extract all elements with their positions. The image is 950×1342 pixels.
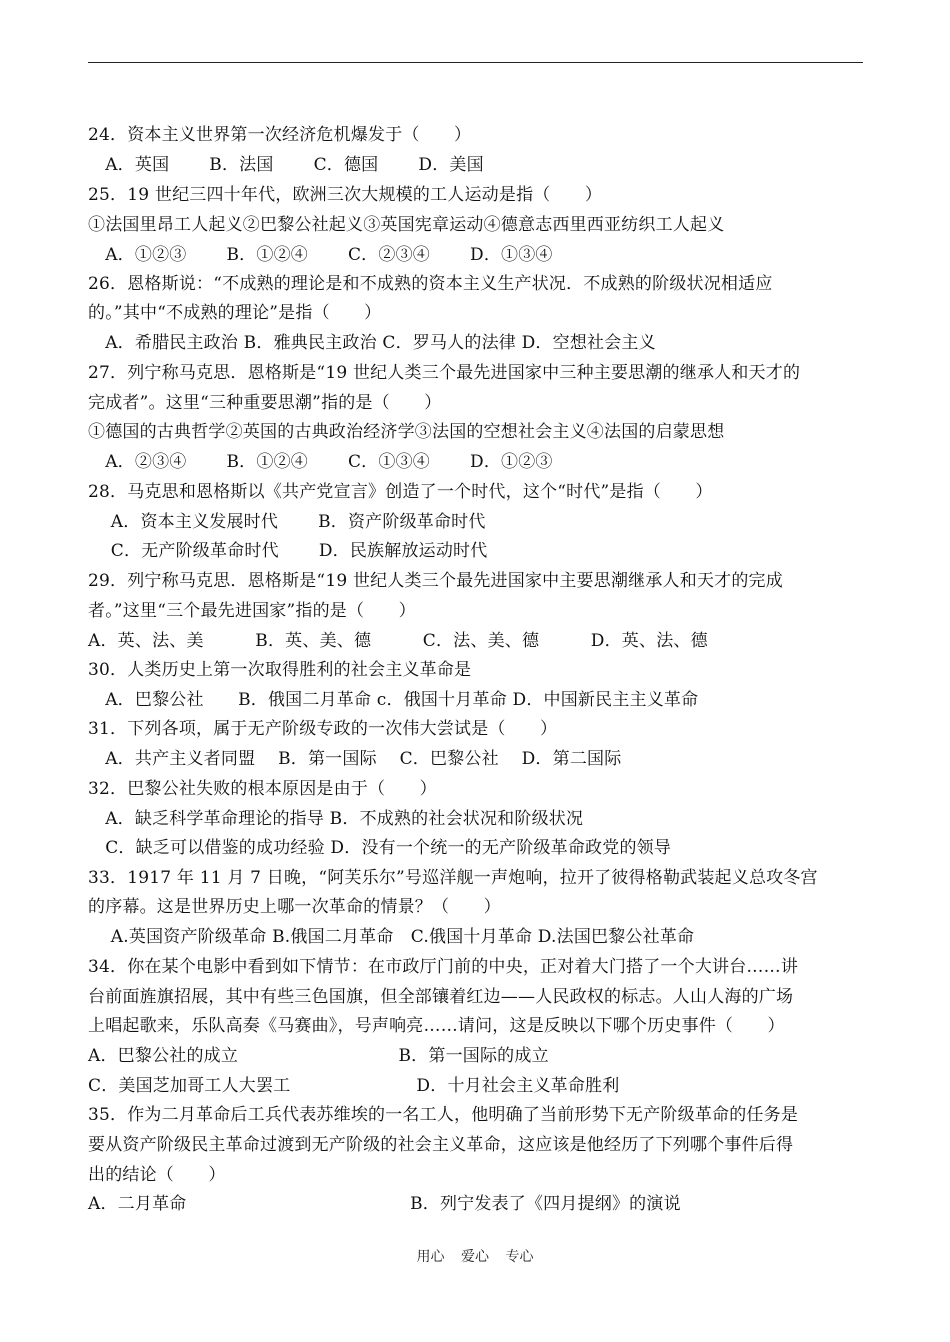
footer-text-left: 用心 (416, 1249, 445, 1265)
question-25-stem: 25．19 世纪三四十年代，欧洲三次大规模的工人运动是指（ ） (88, 185, 603, 205)
question-34-options-2: C．美国芝加哥工人大罢工 D．十月社会主义革命胜利 (88, 1076, 620, 1096)
question-34-options-1: A．巴黎公社的成立 B．第一国际的成立 (88, 1046, 549, 1066)
question-32-options-2: C．缺乏可以借鉴的成功经验 D．没有一个统一的无产阶级革命政党的领导 (88, 838, 672, 858)
question-31-stem: 31．下列各项，属于无产阶级专政的一次伟大尝试是（ ） (88, 719, 558, 739)
question-35-stem-2: 要从资产阶级民主革命过渡到无产阶级的社会主义革命，这应该是他经历了下列哪个事件后得 (88, 1135, 794, 1155)
question-30-options: A．巴黎公社 B．俄国二月革命 c．俄国十月革命 D．中国新民主主义革命 (88, 690, 699, 710)
question-25-items: ①法国里昂工人起义②巴黎公社起义③英国宪章运动④德意志西里西亚纺织工人起义 (88, 215, 725, 235)
question-24-options: A．英国 B．法国 C．德国 D．美国 (88, 155, 484, 175)
question-34-stem-2: 台前面旌旗招展，其中有些三色国旗，但全部镶着红边——人民政权的标志。人山人海的广场 (88, 987, 794, 1007)
page-footer (0, 1247, 950, 1267)
question-33-stem-1: 33．1917 年 11 月 7 日晚，“阿芙乐尔”号巡洋舰一声炮响，拉开了彼得格勒武装起义总攻冬宫 (88, 868, 818, 888)
footer-text-middle: 爱心 (461, 1249, 489, 1265)
footer-text-right: 专心 (505, 1249, 534, 1265)
question-32-stem: 32．巴黎公社失败的根本原因是由于（ ） (88, 779, 437, 799)
question-30-stem: 30．人类历史上第一次取得胜利的社会主义革命是 (88, 660, 472, 680)
question-35-options: A．二月革命 B．列宁发表了《四月提纲》的演说 (88, 1194, 681, 1214)
question-29-options: A．英、法、美 B．英、美、德 C．法、美、德 D．英、法、德 (88, 631, 708, 651)
question-27-items: ①德国的古典哲学②英国的古典政治经济学③法国的空想社会主义④法国的启蒙思想 (88, 422, 725, 442)
question-29-stem-2: 者。”这里“三个最先进国家”指的是（ ） (88, 601, 416, 621)
question-33-stem-2: 的序幕。这是世界历史上哪一次革命的情景？（ ） (88, 897, 501, 917)
question-25-options: A．①②③ B．①②④ C．②③④ D．①③④ (88, 245, 553, 265)
question-26-stem-2: 的。”其中“不成熟的理论”是指（ ） (88, 303, 382, 323)
question-28-options-2: C．无产阶级革命时代 D．民族解放运动时代 (88, 541, 488, 561)
question-24-stem: 24．资本主义世界第一次经济危机爆发于（ ） (88, 125, 472, 145)
question-35-stem-1: 35．作为二月革命后工兵代表苏维埃的一名工人，他明确了当前形势下无产阶级革命的任务是 (88, 1105, 799, 1125)
question-26-stem-1: 26．恩格斯说：“不成熟的理论是和不成熟的资本主义生产状况．不成熟的阶级状况相适应 (88, 274, 773, 294)
question-34-stem-1: 34．你在某个电影中看到如下情节：在市政厅门前的中央，正对着大门搭了一个大讲台……讲 (88, 957, 799, 977)
question-28-stem: 28．马克思和恩格斯以《共产党宣言》创造了一个时代，这个“时代”是指（ ） (88, 482, 713, 502)
question-33-options: A.英国资产阶级革命 B.俄国二月革命 C.俄国十月革命 D.法国巴黎公社革命 (88, 927, 695, 947)
question-35-stem-3: 出的结论（ ） (88, 1165, 226, 1185)
question-29-stem-1: 29．列宁称马克思．恩格斯是“19 世纪人类三个最先进国家中主要思潮继承人和天才的完成 (88, 571, 783, 591)
question-28-options-1: A．资本主义发展时代 B．资产阶级革命时代 (88, 512, 486, 532)
question-31-options: A．共产主义者同盟 B．第一国际 C．巴黎公社 D．第二国际 (88, 749, 622, 769)
header-rule (88, 62, 863, 63)
question-34-stem-3: 上唱起歌来，乐队高奏《马赛曲》，号声响亮……请问，这是反映以下哪个历史事件（ ） (88, 1016, 785, 1036)
question-26-options: A．希腊民主政治 B．雅典民主政治 C．罗马人的法律 D．空想社会主义 (88, 333, 656, 353)
question-27-stem-1: 27．列宁称马克思．恩格斯是“19 世纪人类三个最先进国家中三种主要思潮的继承人和天才的 (88, 363, 801, 383)
question-27-stem-2: 完成者”。这里“三种重要思潮”指的是（ ） (88, 393, 442, 413)
question-32-options-1: A．缺乏科学革命理论的指导 B．不成熟的社会状况和阶级状况 (88, 809, 584, 829)
question-27-options: A．②③④ B．①②④ C．①③④ D．①②③ (88, 452, 553, 472)
